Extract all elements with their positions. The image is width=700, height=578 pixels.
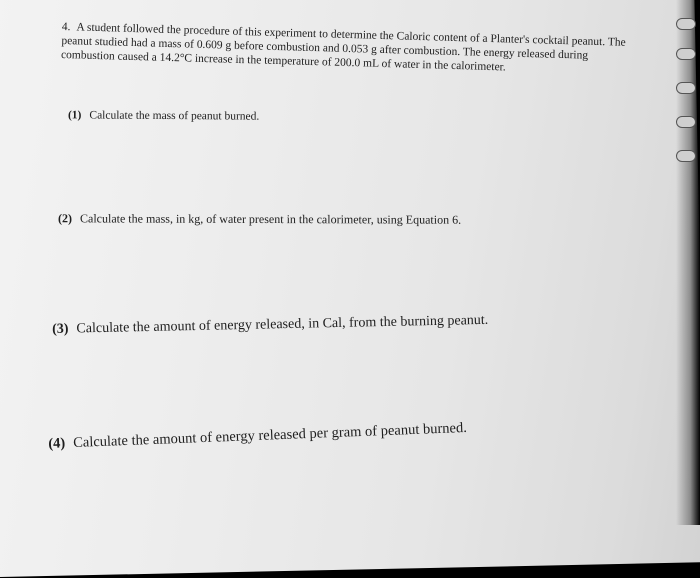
binder-shadow bbox=[676, 0, 700, 525]
question-number: (2) bbox=[57, 211, 73, 226]
question-text: Calculate the mass, in kg, of water present in the calorimeter, using Equation 6. bbox=[79, 211, 462, 227]
question-number: (3) bbox=[52, 321, 69, 337]
binder-ring bbox=[676, 150, 696, 162]
question-2 bbox=[58, 211, 461, 227]
problem-text: A student followed the procedure of this experiment to determine the Caloric content of a Planter's cocktail peanut. The peanut studied had a mass of 0.609 g before combustion and 0.053 g after combustion. The energy released during combustion caused a 14.2°C increase in the temperature of 200.0 mL of water in the calorimeter. bbox=[60, 21, 626, 74]
binder-ring bbox=[676, 82, 696, 94]
problem-number: 4. bbox=[61, 20, 71, 34]
binder-ring bbox=[676, 48, 696, 60]
question-text: Calculate the mass of peanut burned. bbox=[89, 109, 260, 123]
question-number: (4) bbox=[48, 435, 66, 452]
binder-ring bbox=[676, 18, 696, 30]
question-text: Calculate the amount of energy released per gram of peanut burned. bbox=[72, 419, 468, 452]
question-1 bbox=[68, 109, 259, 122]
question-text: Calculate the amount of energy released, in Cal, from the burning peanut. bbox=[76, 312, 489, 337]
binder-ring bbox=[676, 116, 696, 128]
question-number: (1) bbox=[67, 109, 82, 122]
